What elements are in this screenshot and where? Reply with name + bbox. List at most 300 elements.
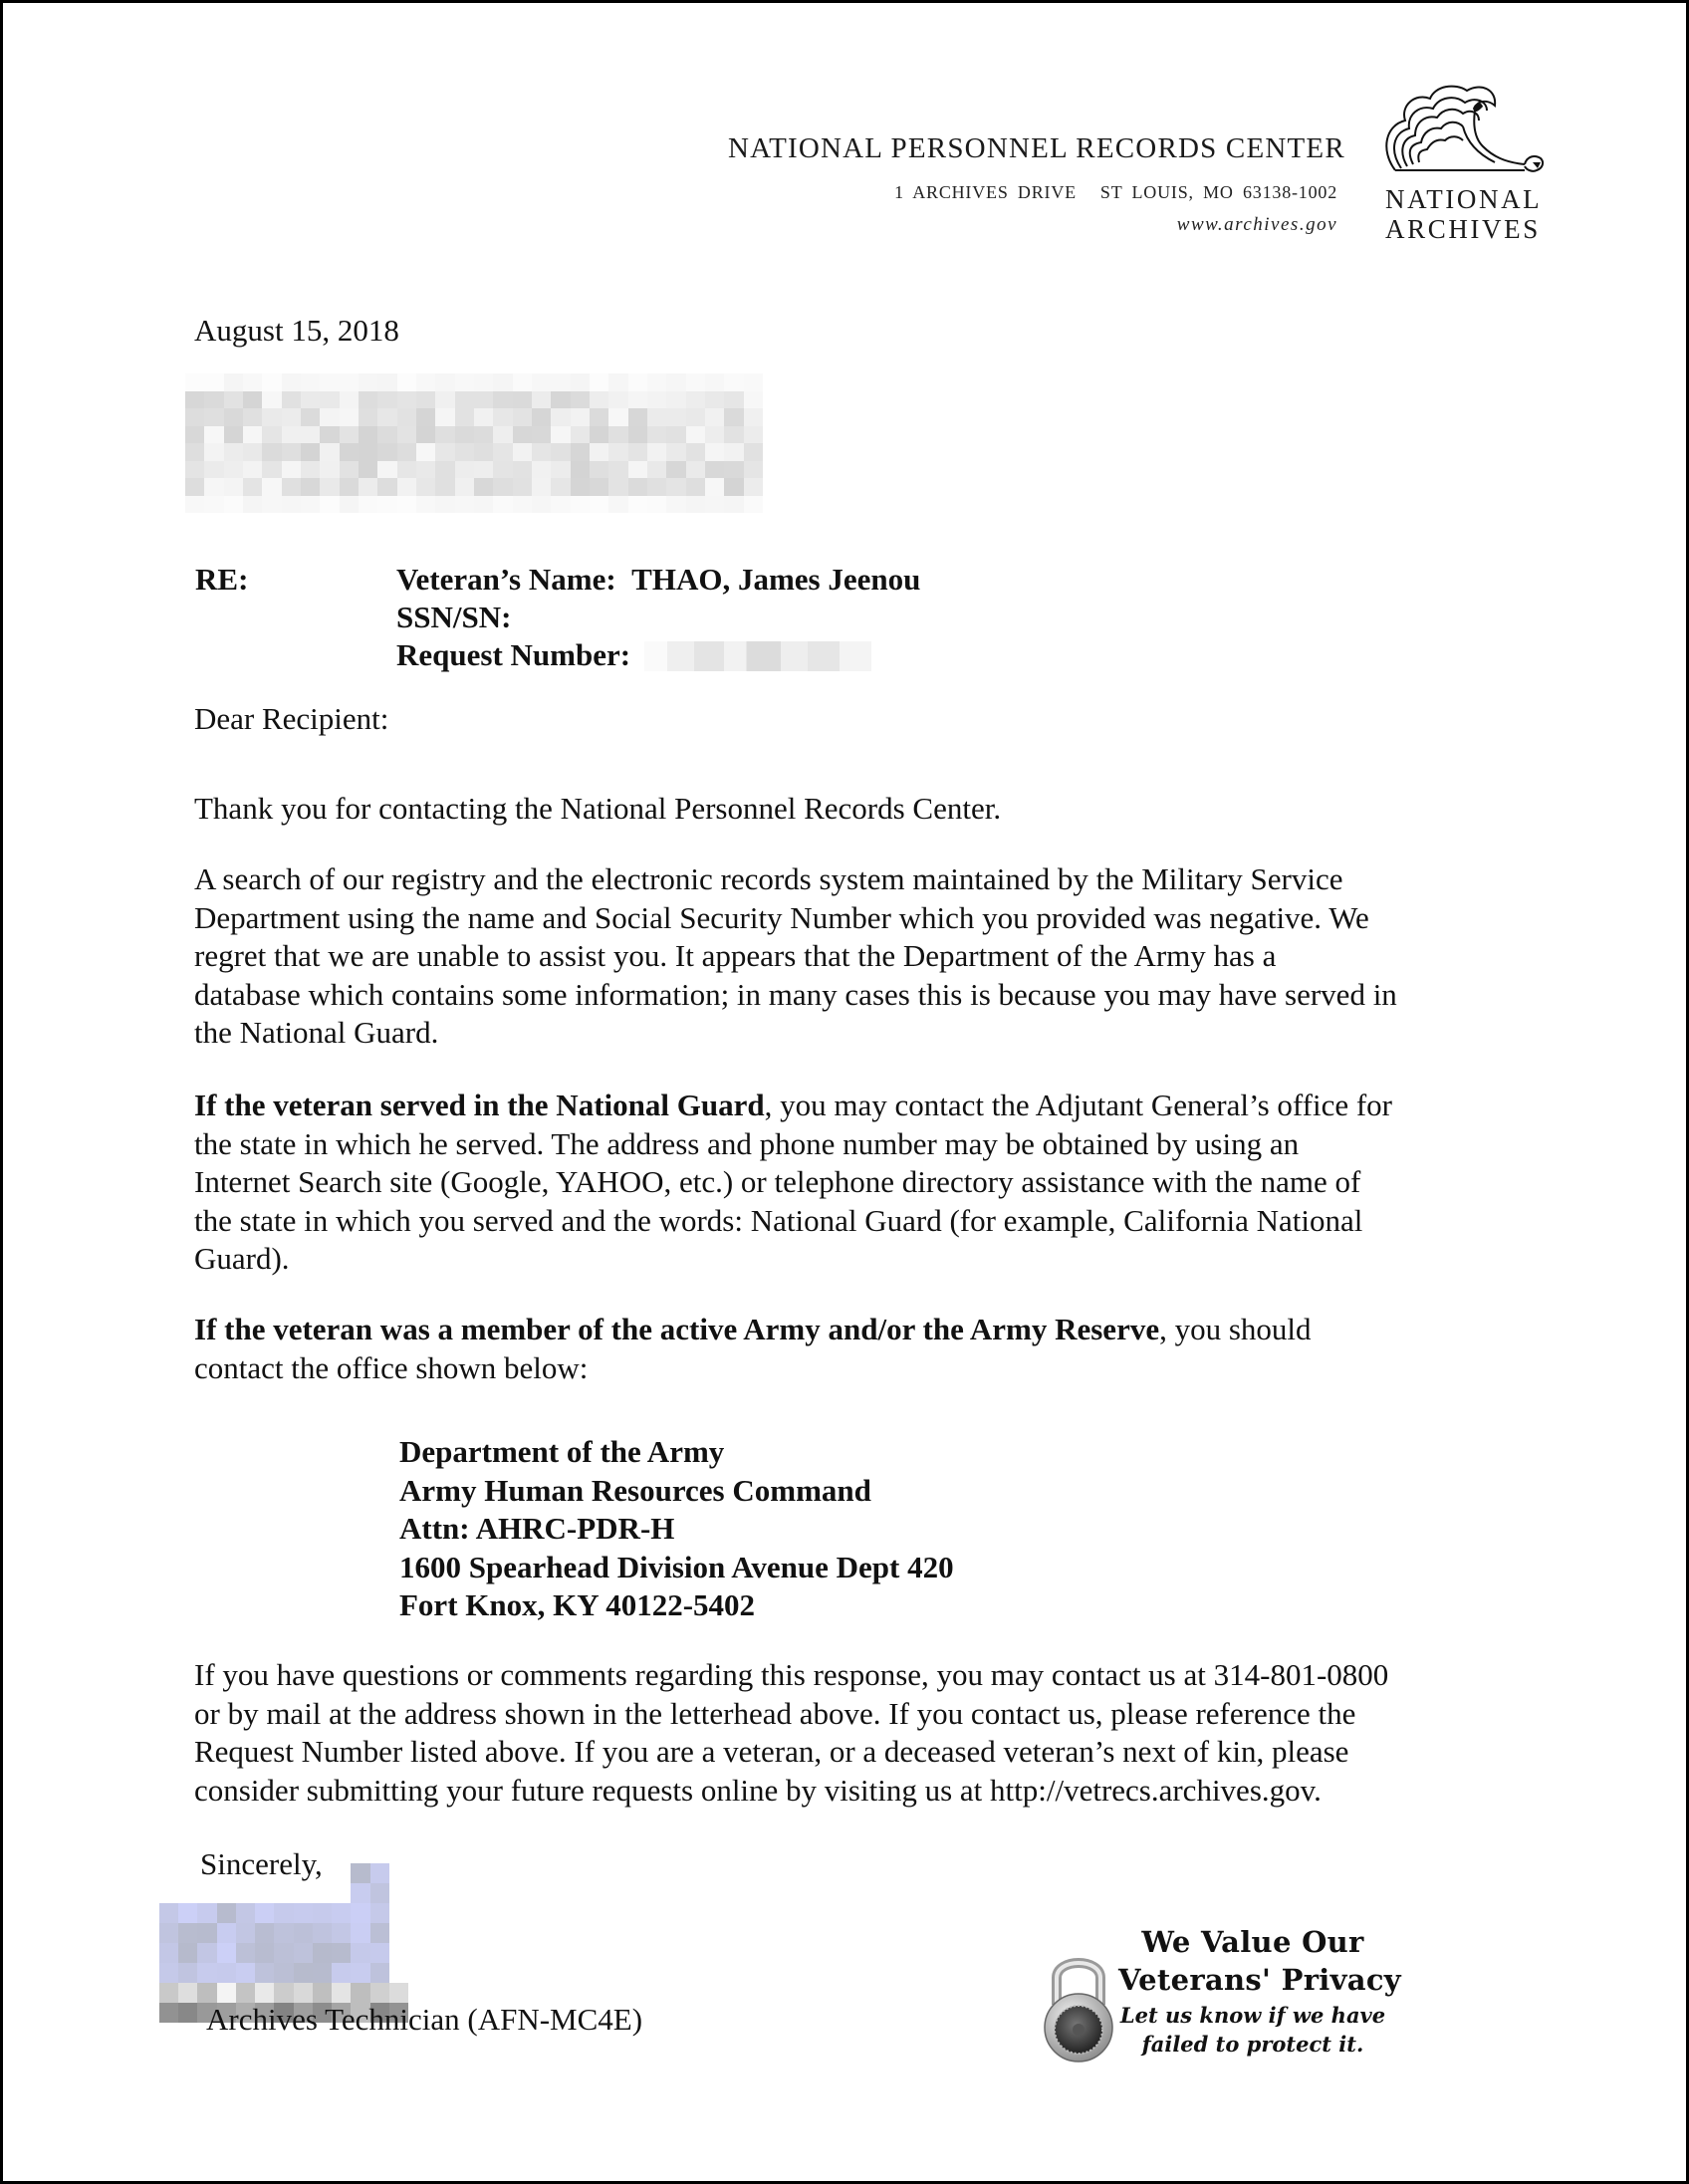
request-number-line (396, 636, 920, 674)
redaction-cell (294, 1883, 313, 1903)
redaction-cell (532, 443, 551, 461)
redaction-cell (320, 461, 339, 479)
redaction-cell (532, 373, 551, 391)
redaction-cell (571, 478, 590, 496)
redaction-cell (571, 391, 590, 409)
letterhead-city: ST LOUIS, MO 63138-1002 (1099, 182, 1337, 202)
redaction-cell (493, 461, 512, 479)
redaction-cell (370, 1903, 389, 1923)
redaction-cell (608, 478, 627, 496)
redaction-cell (397, 496, 416, 514)
redaction-cell (217, 1903, 236, 1923)
address-line: Attn: AHRC-PDR-H (399, 1511, 675, 1546)
redaction-cell (551, 443, 570, 461)
padlock-icon (1039, 1950, 1118, 2064)
line-rest: , you may contact the Adjutant General’s office for (764, 1088, 1393, 1122)
redaction-cell (178, 1903, 197, 1923)
redaction-cell (744, 443, 763, 461)
redaction-cell (313, 1983, 332, 2003)
redaction-cell (608, 408, 627, 426)
redaction-cell (455, 391, 474, 409)
redaction-cell (435, 408, 454, 426)
redaction-cell (340, 478, 359, 496)
redaction-cell (370, 1963, 389, 1983)
redaction-cell (435, 478, 454, 496)
redaction-cell (320, 426, 339, 444)
paragraph-line: or by mail at the address shown in the letterhead above. If you contact us, please reference the (194, 1695, 1356, 1731)
redaction-cell (351, 1903, 369, 1923)
redaction-cell (628, 408, 647, 426)
redaction-cell (590, 461, 608, 479)
redaction-cell (744, 373, 763, 391)
redaction-cell (551, 391, 570, 409)
redaction-cell (416, 391, 435, 409)
redaction-cell (313, 1883, 332, 1903)
redaction-cell (513, 496, 532, 514)
redaction-cell (744, 426, 763, 444)
redaction-cell (571, 408, 590, 426)
redaction-cell (178, 1983, 197, 2003)
redaction-cell (532, 461, 551, 479)
redaction-cell (301, 391, 320, 409)
paragraph-line: Department using the name and Social Security Number which you provided was negative. We (194, 899, 1369, 935)
redaction-cell (532, 408, 551, 426)
redaction-cell (294, 1943, 313, 1963)
redaction-cell (686, 478, 705, 496)
redaction-cell (455, 478, 474, 496)
redaction-cell (532, 496, 551, 514)
redaction-cell (455, 496, 474, 514)
redaction-cell (551, 478, 570, 496)
redaction-cell (455, 408, 474, 426)
redaction-cell (744, 391, 763, 409)
paragraph-line: consider submitting your future requests online by visiting us at http://vetrecs.archives.gov. (194, 1772, 1322, 1808)
redaction-cell (340, 496, 359, 514)
redaction-cell (705, 461, 724, 479)
re-label: RE: (195, 562, 249, 597)
paragraph-line (194, 1087, 1392, 1125)
privacy-heading-line-2: Veterans' Privacy (1118, 1963, 1401, 1997)
redaction-cell (313, 1923, 332, 1943)
redaction-cell (571, 443, 590, 461)
redaction-cell (608, 426, 627, 444)
signer-title: Archives Technician (AFN-MC4E) (206, 2002, 643, 2037)
paragraph-line: contact the office shown below: (194, 1349, 589, 1385)
redaction-cell (351, 1943, 369, 1963)
address-line: Fort Knox, KY 40122-5402 (399, 1587, 756, 1622)
redaction-cell (370, 1883, 389, 1903)
redaction-cell (159, 1923, 178, 1943)
redaction-cell (628, 461, 647, 479)
redaction-cell (474, 408, 493, 426)
redacted-signature (159, 1863, 408, 2023)
redaction-cell (493, 443, 512, 461)
redaction-cell (282, 443, 301, 461)
closing: Sincerely, (200, 1846, 323, 1881)
redaction-cell (590, 408, 608, 426)
redaction-cell (262, 408, 281, 426)
redaction-cell (320, 478, 339, 496)
redaction-cell (204, 443, 223, 461)
paragraph-line: the state in which you served and the words: National Guard (for example, California National (194, 1202, 1363, 1238)
redaction-cell (204, 426, 223, 444)
redaction-cell (185, 391, 204, 409)
redaction-cell (532, 391, 551, 409)
redaction-cell (340, 443, 359, 461)
redaction-cell (320, 373, 339, 391)
redaction-cell (351, 1883, 369, 1903)
redaction-cell (255, 1943, 274, 1963)
redaction-cell (159, 1983, 178, 2003)
redaction-cell (359, 478, 377, 496)
redaction-cell (608, 391, 627, 409)
redaction-cell (571, 461, 590, 479)
redaction-cell (224, 426, 243, 444)
redaction-cell (647, 391, 666, 409)
redaction-cell (705, 426, 724, 444)
redaction-cell (159, 2003, 178, 2023)
bold-lead: If the veteran served in the National Guard (194, 1088, 765, 1122)
redaction-cell (608, 373, 627, 391)
redaction-cell (370, 1923, 389, 1943)
redaction-cell (686, 408, 705, 426)
redaction-cell (686, 391, 705, 409)
redaction-cell (197, 1983, 216, 2003)
redaction-cell (647, 461, 666, 479)
redaction-cell (551, 496, 570, 514)
redaction-cell (274, 1963, 293, 1983)
redaction-cell (389, 1923, 408, 1943)
privacy-heading-line-1: We Value Our (1141, 1925, 1364, 1959)
redaction-cell (204, 408, 223, 426)
redaction-cell (389, 1943, 408, 1963)
redaction-cell (628, 426, 647, 444)
redaction-cell (359, 496, 377, 514)
redaction-cell (301, 426, 320, 444)
redaction-cell (243, 461, 262, 479)
redaction-cell (185, 408, 204, 426)
address-line: 1600 Spearhead Division Avenue Dept 420 (399, 1549, 954, 1584)
redaction-cell (197, 1903, 216, 1923)
redaction-cell (178, 1963, 197, 1983)
redaction-cell (332, 1903, 351, 1923)
ssn-label: SSN/SN: (396, 600, 512, 634)
redaction-cell (513, 408, 532, 426)
redaction-cell (224, 443, 243, 461)
redaction-cell (332, 1883, 351, 1903)
redaction-cell (243, 496, 262, 514)
redaction-cell (397, 478, 416, 496)
redaction-cell (705, 373, 724, 391)
redaction-cell (474, 443, 493, 461)
redaction-cell (255, 1983, 274, 2003)
redaction-cell (178, 1943, 197, 1963)
redaction-cell (243, 373, 262, 391)
redaction-cell (340, 461, 359, 479)
paragraph-active-army (194, 1311, 1312, 1387)
redaction-cell (397, 461, 416, 479)
redaction-cell (274, 1883, 293, 1903)
redaction-cell (628, 478, 647, 496)
redaction-cell (724, 426, 743, 444)
redaction-cell (204, 461, 223, 479)
paragraph-line: regret that we are unable to assist you. It appears that the Department of the Army has a (194, 938, 1277, 973)
redaction-cell (493, 373, 512, 391)
redaction-cell (397, 373, 416, 391)
letterhead-street: 1 ARCHIVES DRIVE (894, 182, 1077, 202)
redaction-cell (628, 496, 647, 514)
redaction-cell (666, 443, 685, 461)
redaction-cell (455, 461, 474, 479)
redaction-cell (255, 1903, 274, 1923)
paragraph-thank-you: Thank you for contacting the National Personnel Records Center. (194, 791, 1002, 826)
redaction-cell (377, 426, 396, 444)
paragraph-line: Guard). (194, 1241, 290, 1276)
redaction-cell (744, 478, 763, 496)
redaction-cell (513, 461, 532, 479)
redaction-cell (532, 426, 551, 444)
redaction-cell (262, 426, 281, 444)
redaction-cell (397, 443, 416, 461)
redaction-cell (724, 461, 743, 479)
redaction-cell (628, 443, 647, 461)
redaction-cell (274, 1903, 293, 1923)
ssn-line (396, 599, 920, 636)
redaction-cell (243, 478, 262, 496)
letterhead-organization: NATIONAL PERSONNEL RECORDS CENTER (728, 132, 1345, 164)
redaction-cell (197, 1923, 216, 1943)
redaction-cell (262, 391, 281, 409)
redaction-cell (185, 373, 204, 391)
redaction-cell (340, 373, 359, 391)
redaction-cell (590, 373, 608, 391)
redaction-cell (224, 408, 243, 426)
redaction-cell (513, 391, 532, 409)
redaction-cell (686, 443, 705, 461)
redaction-cell (493, 408, 512, 426)
redaction-cell (744, 496, 763, 514)
redaction-cell (282, 408, 301, 426)
redaction-cell (513, 426, 532, 444)
redaction-cell (493, 496, 512, 514)
redaction-cell (397, 408, 416, 426)
redaction-cell (474, 496, 493, 514)
redaction-cell (320, 443, 339, 461)
redaction-cell (397, 391, 416, 409)
redaction-cell (224, 373, 243, 391)
redaction-cell (313, 1903, 332, 1923)
redaction-cell (647, 496, 666, 514)
redaction-cell (217, 1923, 236, 1943)
redaction-cell (185, 426, 204, 444)
redaction-cell (493, 478, 512, 496)
redaction-cell (262, 496, 281, 514)
redaction-cell (217, 1883, 236, 1903)
redaction-cell (332, 1863, 351, 1883)
redaction-cell (282, 496, 301, 514)
redaction-cell (724, 391, 743, 409)
redaction-cell (666, 391, 685, 409)
redaction-cell (513, 443, 532, 461)
redaction-cell (301, 443, 320, 461)
redaction-cell (332, 1943, 351, 1963)
paragraph-line (194, 1311, 1312, 1349)
redaction-cell (274, 1923, 293, 1943)
redaction-cell (724, 408, 743, 426)
redaction-cell (435, 443, 454, 461)
redaction-cell (389, 1863, 408, 1883)
redaction-cell (647, 408, 666, 426)
redaction-cell (686, 461, 705, 479)
paragraph-line: Request Number listed above. If you are a veteran, or a deceased veteran’s next of kin, please (194, 1734, 1349, 1769)
redaction-cell (185, 461, 204, 479)
redaction-cell (370, 1983, 389, 2003)
privacy-heading (1118, 1923, 1401, 1999)
redaction-cell (313, 1963, 332, 1983)
redaction-cell (359, 373, 377, 391)
redaction-cell (377, 391, 396, 409)
redaction-cell (185, 443, 204, 461)
redaction-cell (590, 496, 608, 514)
line-rest: , you should (1159, 1312, 1312, 1346)
re-block (396, 561, 920, 674)
redaction-cell (178, 1863, 197, 1883)
redaction-cell (666, 496, 685, 514)
redaction-cell (351, 1983, 369, 2003)
redaction-cell (474, 391, 493, 409)
redaction-cell (724, 443, 743, 461)
redaction-cell (301, 373, 320, 391)
redaction-cell (416, 373, 435, 391)
privacy-tagline-line-2: failed to protect it. (1141, 2032, 1364, 2057)
redaction-cell (262, 478, 281, 496)
redaction-cell (628, 391, 647, 409)
redaction-cell (377, 496, 396, 514)
redaction-cell (197, 1883, 216, 1903)
redaction-cell (159, 1883, 178, 1903)
redaction-cell (551, 408, 570, 426)
redaction-cell (416, 496, 435, 514)
redaction-cell (282, 391, 301, 409)
paragraph-line: the state in which he served. The address and phone number may be obtained by using an (194, 1125, 1300, 1161)
redaction-cell (159, 1863, 178, 1883)
redaction-cell (608, 461, 627, 479)
redaction-cell (262, 443, 281, 461)
veteran-name-line (396, 561, 920, 599)
redaction-cell (255, 1883, 274, 1903)
paragraph-contact (194, 1656, 1388, 1810)
redaction-cell (551, 426, 570, 444)
redaction-cell (255, 1923, 274, 1943)
request-number-label: Request Number: (396, 637, 631, 672)
redaction-cell (370, 1943, 389, 1963)
redaction-cell (159, 1903, 178, 1923)
redaction-cell (571, 373, 590, 391)
redaction-cell (628, 373, 647, 391)
veteran-name-label: Veteran’s Name: (396, 562, 616, 597)
redaction-cell (351, 1863, 369, 1883)
redaction-cell (236, 1903, 255, 1923)
redaction-cell (513, 373, 532, 391)
redaction-cell (455, 426, 474, 444)
redaction-cell (340, 408, 359, 426)
redaction-cell (666, 461, 685, 479)
redaction-cell (435, 426, 454, 444)
paragraph-line: If you have questions or comments regarding this response, you may contact us at 314-801-0800 (194, 1657, 1389, 1692)
redaction-cell (571, 426, 590, 444)
redaction-cell (389, 1963, 408, 1983)
redaction-cell (224, 496, 243, 514)
redaction-cell (332, 1963, 351, 1983)
redaction-cell (320, 408, 339, 426)
redaction-cell (217, 1983, 236, 2003)
redaction-cell (243, 426, 262, 444)
redaction-cell (744, 461, 763, 479)
redaction-cell (724, 373, 743, 391)
redaction-cell (262, 373, 281, 391)
redaction-cell (666, 426, 685, 444)
redaction-cell (377, 373, 396, 391)
letter-date: August 15, 2018 (194, 313, 399, 348)
redaction-cell (236, 1963, 255, 1983)
redaction-cell (435, 391, 454, 409)
redaction-cell (236, 1883, 255, 1903)
paragraph-search-result (194, 860, 1397, 1053)
eagle-icon (1375, 81, 1555, 180)
redaction-cell (416, 443, 435, 461)
redaction-cell (351, 1923, 369, 1943)
redacted-request-number (644, 641, 871, 671)
redaction-cell (474, 478, 493, 496)
redaction-cell (301, 408, 320, 426)
redaction-cell (647, 373, 666, 391)
redaction-cell (178, 1923, 197, 1943)
redaction-cell (416, 461, 435, 479)
redaction-cell (332, 1923, 351, 1943)
redaction-cell (377, 408, 396, 426)
redaction-cell (185, 478, 204, 496)
redaction-cell (724, 496, 743, 514)
redaction-cell (590, 443, 608, 461)
redaction-cell (204, 391, 223, 409)
redaction-cell (435, 461, 454, 479)
army-address-block (399, 1433, 954, 1625)
redaction-cell (474, 373, 493, 391)
redaction-cell (224, 461, 243, 479)
veteran-name: THAO, James Jeenou (631, 562, 921, 597)
letterhead-address (894, 182, 1337, 203)
redaction-cell (224, 391, 243, 409)
redaction-cell (377, 443, 396, 461)
redaction-cell (236, 1943, 255, 1963)
redaction-cell (647, 426, 666, 444)
redaction-cell (435, 496, 454, 514)
redaction-cell (370, 1863, 389, 1883)
national-archives-wordmark (1385, 184, 1542, 244)
redaction-cell (282, 461, 301, 479)
redaction-cell (686, 496, 705, 514)
redaction-cell (332, 1983, 351, 2003)
redaction-cell (705, 478, 724, 496)
redaction-cell (282, 426, 301, 444)
redaction-cell (666, 408, 685, 426)
address-line: Department of the Army (399, 1434, 725, 1469)
redaction-cell (178, 1883, 197, 1903)
redaction-cell (647, 443, 666, 461)
redaction-cell (204, 373, 223, 391)
redaction-cell (236, 1983, 255, 2003)
redaction-cell (666, 478, 685, 496)
